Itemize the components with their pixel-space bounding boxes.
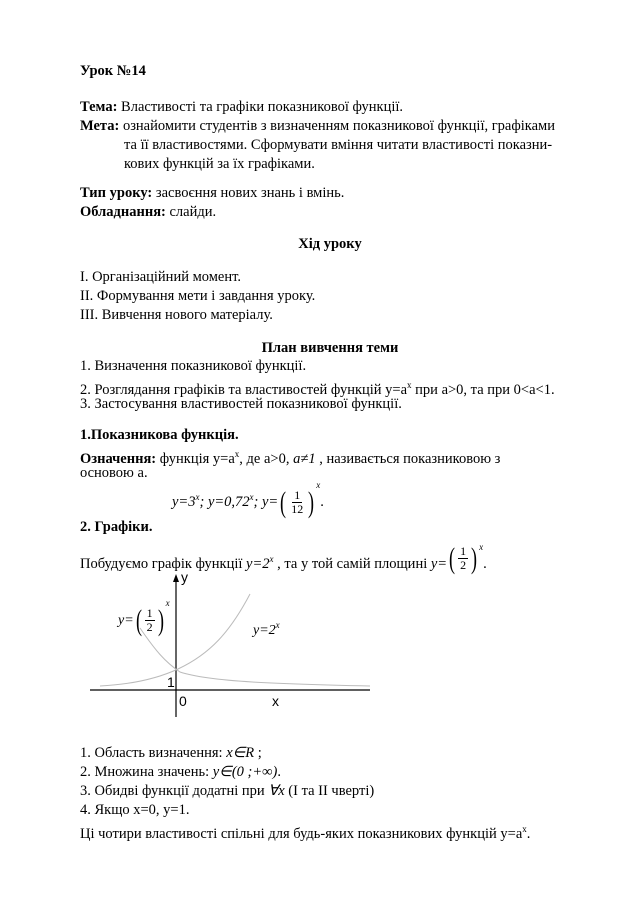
property-2 xyxy=(80,763,580,782)
section2-heading: 2. Графіки. xyxy=(80,519,153,535)
property-1-math: x∈R xyxy=(226,745,255,761)
example-3-fraction xyxy=(289,489,305,516)
goal-line-2: та її властивостями. Сформувати вміння читати властивості показни- xyxy=(124,137,553,153)
plan-item-3: 3. Застосування властивостей показникової функції. xyxy=(80,396,402,412)
example-1-exp: x xyxy=(195,492,200,502)
build-line xyxy=(80,538,580,574)
example-1: y=3 xyxy=(172,494,196,510)
plan-item-1: 1. Визначення показникової функції. xyxy=(80,358,307,374)
properties-summary xyxy=(80,820,580,844)
build-frac-den: 2 xyxy=(460,558,467,573)
property-2-pre: 2. Множина значень: xyxy=(80,764,213,780)
build-exp: x xyxy=(269,554,274,564)
build-end: . xyxy=(483,556,487,572)
summary-pre: Ці чотири властивості спільні для будь-яких показникових функцій у=а xyxy=(80,826,523,842)
example-2-exp: x xyxy=(249,492,254,502)
topic-text: Властивості та графіки показникової функції. xyxy=(121,99,404,115)
build-pre: Побудуємо графік функції xyxy=(80,556,247,572)
right-curve-label xyxy=(253,616,280,640)
goal-line-1: ознайомити студентів з визначенням показникової функції, графіками xyxy=(122,118,555,134)
equipment-text: слайди. xyxy=(169,204,217,220)
build-exp2: x xyxy=(479,542,484,552)
property-4: 4. Якщо х=0, у=1. xyxy=(80,802,190,818)
x-axis-label: x xyxy=(272,693,279,709)
origin-label: 0 xyxy=(179,693,187,709)
left-curve-label xyxy=(118,594,170,636)
property-3 xyxy=(80,782,580,801)
summary-post: . xyxy=(526,826,531,842)
equipment-label: Обладнання: xyxy=(80,204,166,220)
property-1-pre: 1. Область визначення: xyxy=(80,745,227,761)
property-2-math: y∈(0 ;+∞) xyxy=(212,764,278,780)
property-1 xyxy=(80,744,580,763)
property-1-post: ; xyxy=(254,745,262,761)
plan-item-2-pre: 2. Розглядання графіків та властивостей функцій у=а xyxy=(80,382,408,398)
definition-cond: a≠1 xyxy=(293,451,316,467)
lesson-type-label: Тип уроку: xyxy=(80,185,153,201)
summary-sup: х xyxy=(522,824,527,834)
course-item-2: ІІ. Формування мети і завдання уроку. xyxy=(80,288,316,304)
equipment-line xyxy=(80,203,580,222)
topic-line xyxy=(80,98,580,117)
left-curve-label-text: y= xyxy=(118,613,134,628)
definition-pre: функція у=а xyxy=(156,451,235,467)
examples-formula xyxy=(172,476,472,518)
plan-heading: План вивчення теми xyxy=(261,340,399,356)
definition-line-2: основою а. xyxy=(80,465,148,481)
exponential-graph xyxy=(80,569,380,722)
goal-block xyxy=(80,117,580,136)
build-func: y=2 xyxy=(246,556,270,572)
right-curve-label-exp: x xyxy=(275,620,280,630)
example-3-num: 1 xyxy=(294,488,301,503)
build-frac-num: 1 xyxy=(460,544,467,559)
property-3-post: (І та ІІ чверті) xyxy=(284,783,375,799)
plan-item-2-post: при а>0, та при 0<а<1. xyxy=(411,382,555,398)
property-2-post: . xyxy=(277,764,281,780)
example-3: ; y= xyxy=(253,494,279,510)
goal-label: Мета: xyxy=(80,118,120,134)
example-3-paren: ( $\frac{1}{12}$ ) xyxy=(280,485,315,519)
example-3-den: 12 xyxy=(291,502,304,517)
build-fraction xyxy=(458,545,468,572)
right-curve-label-text: y=2 xyxy=(253,623,276,638)
build-post: , та у той самій площині xyxy=(273,556,431,572)
definition-post: , називається показниковою з xyxy=(315,451,501,467)
course-heading: Хід уроку xyxy=(298,236,362,252)
build-paren: ( $\frac{1}{2}$ ) xyxy=(449,541,478,575)
definition-sup: х xyxy=(234,449,240,459)
one-label: 1 xyxy=(167,674,175,690)
example-3-exp: x xyxy=(316,480,321,490)
goal-line-3: кових функцій за їх графіками. xyxy=(124,156,315,172)
definition-label: Означення: xyxy=(80,451,157,467)
property-3-math: ∀x xyxy=(268,783,285,799)
build-func2: y= xyxy=(430,556,448,572)
left-curve-den: 2 xyxy=(146,620,153,635)
left-curve-paren: ( $\frac{1}{2}$ ) xyxy=(135,603,164,637)
left-curve-fraction xyxy=(145,607,155,634)
left-curve-num: 1 xyxy=(146,606,153,621)
left-curve-exp: x xyxy=(165,598,170,608)
definition-mid: , де а>0, xyxy=(239,451,294,467)
course-item-3: ІІІ. Вивчення нового матеріалу. xyxy=(80,307,273,323)
lesson-type-line xyxy=(80,184,580,203)
lesson-title: Урок №14 xyxy=(80,63,146,79)
section1-heading: 1.Показникова функція. xyxy=(80,427,239,443)
lesson-type-text: засвоєння нових знань і вмінь. xyxy=(155,185,345,201)
course-item-1: І. Організаційний момент. xyxy=(80,269,241,285)
topic-label: Тема: xyxy=(80,99,118,115)
y-axis-arrow xyxy=(173,574,179,582)
property-3-pre: 3. Обидві функції додатні при xyxy=(80,783,269,799)
examples-end: . xyxy=(320,494,324,510)
y-axis-label: y xyxy=(181,569,188,585)
example-2: ; y=0,72 xyxy=(199,494,250,510)
plan-item-2-sup: х xyxy=(407,380,412,390)
